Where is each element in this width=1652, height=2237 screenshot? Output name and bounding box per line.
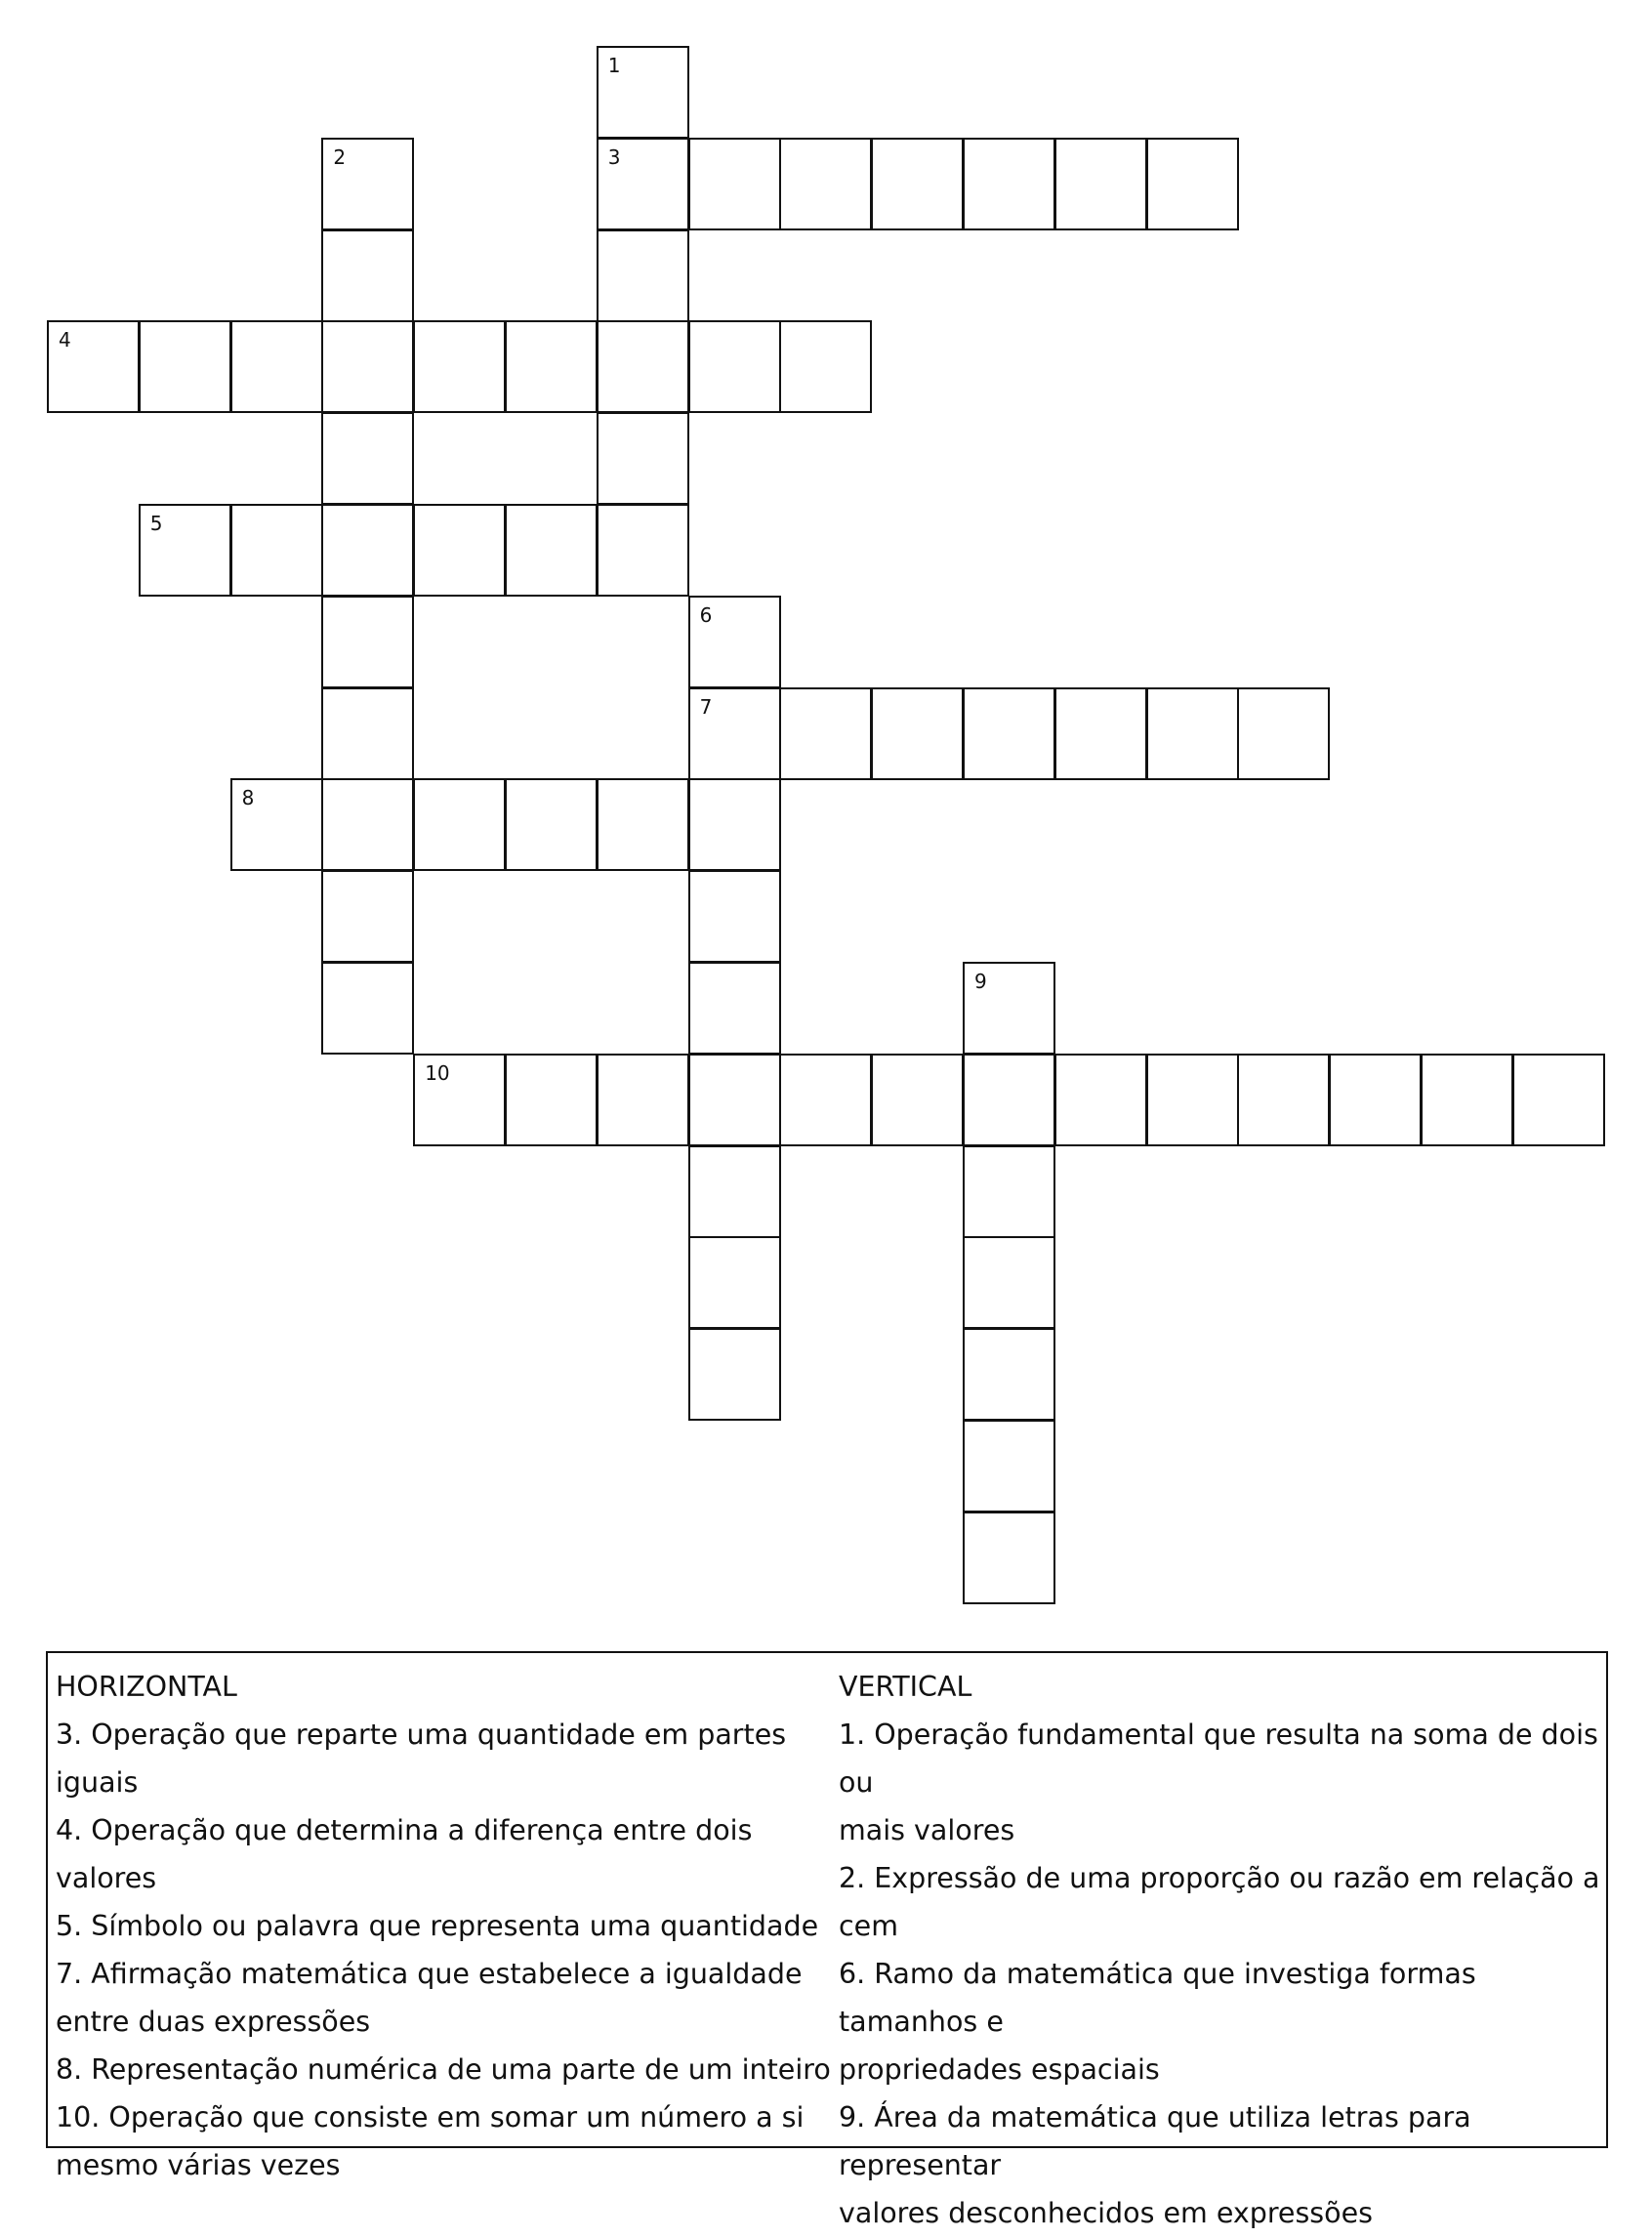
clue-number: 5: [149, 512, 163, 535]
crossword-cell[interactable]: [1054, 687, 1147, 780]
crossword-cell[interactable]: [688, 138, 781, 230]
crossword-cell[interactable]: [1054, 138, 1147, 230]
crossword-cell[interactable]: [779, 320, 872, 413]
crossword-cell[interactable]: [1237, 1054, 1330, 1146]
crossword-cell[interactable]: [963, 1512, 1055, 1604]
clue-number: 3: [607, 145, 621, 169]
crossword-cell[interactable]: [688, 1236, 781, 1329]
clue-line: cem: [839, 1910, 898, 1942]
clue-line: entre duas expressões: [56, 2006, 371, 2038]
crossword-cell[interactable]: [321, 778, 414, 871]
clue-line: 5. Símbolo ou palavra que representa uma quantidade: [56, 1910, 819, 1942]
crossword-cell[interactable]: [688, 870, 781, 963]
crossword-cell[interactable]: [321, 229, 414, 322]
crossword-cell[interactable]: [779, 687, 872, 780]
crossword-cell[interactable]: [597, 320, 689, 413]
crossword-cell[interactable]: [139, 504, 231, 597]
clue-line: propriedades espaciais: [839, 2053, 1160, 2086]
vertical-heading: VERTICAL: [839, 1671, 972, 1703]
crossword-cell[interactable]: [1054, 1054, 1147, 1146]
crossword-cell[interactable]: [963, 1420, 1055, 1512]
crossword-cell[interactable]: [597, 46, 689, 139]
crossword-cell[interactable]: [963, 1328, 1055, 1421]
crossword-cell[interactable]: [963, 1236, 1055, 1329]
horizontal-clues: [56, 1663, 837, 2189]
crossword-cell[interactable]: [413, 504, 506, 597]
clue-line: 9. Área da matemática que utiliza letras para representar: [839, 2101, 1471, 2181]
crossword-cell[interactable]: [963, 138, 1055, 230]
crossword-cell[interactable]: [321, 138, 414, 230]
clue-line: valores desconhecidos em expressões: [839, 2197, 1373, 2229]
clue-line: 6. Ramo da matemática que investiga formas tamanhos e: [839, 1958, 1476, 2038]
clue-line: 8. Representação numérica de uma parte de um inteiro: [56, 2053, 831, 2086]
crossword-cell[interactable]: [963, 687, 1055, 780]
crossword-cell[interactable]: [1237, 687, 1330, 780]
clue-number: 2: [333, 145, 347, 169]
crossword-cell[interactable]: [688, 778, 781, 871]
crossword-cell[interactable]: [597, 138, 689, 230]
crossword-cell[interactable]: [413, 320, 506, 413]
crossword-cell[interactable]: [1146, 138, 1239, 230]
crossword-cell[interactable]: [963, 1145, 1055, 1238]
crossword-cell[interactable]: [688, 596, 781, 688]
crossword-cell[interactable]: [597, 778, 689, 871]
clue-number: 4: [59, 328, 71, 352]
crossword-cell[interactable]: [597, 1054, 689, 1146]
crossword-cell[interactable]: [688, 1145, 781, 1238]
crossword-cell[interactable]: [963, 1054, 1055, 1146]
clue-line: 2. Expressão de uma proporção ou razão em relação a: [839, 1862, 1600, 1894]
clue-line: 4. Operação que determina a diferença entre dois valores: [56, 1814, 753, 1894]
crossword-cell[interactable]: [688, 962, 781, 1055]
crossword-cell[interactable]: [505, 1054, 598, 1146]
crossword-cell[interactable]: [230, 778, 323, 871]
crossword-cell[interactable]: [963, 962, 1055, 1055]
clue-line: 10. Operação que consiste em somar um número a si: [56, 2101, 805, 2133]
crossword-cell[interactable]: [413, 1054, 506, 1146]
crossword-cell[interactable]: [597, 229, 689, 322]
crossword-cell[interactable]: [1146, 1054, 1239, 1146]
clue-number: 10: [425, 1060, 450, 1085]
clue-number: 7: [699, 694, 713, 719]
clue-number: 6: [699, 602, 713, 627]
crossword-cell[interactable]: [321, 962, 414, 1055]
clue-line: 7. Afirmação matemática que estabelece a igualdade: [56, 1958, 803, 1990]
crossword-cell[interactable]: [871, 138, 964, 230]
crossword-cell[interactable]: [688, 1328, 781, 1421]
crossword-cell[interactable]: [413, 778, 506, 871]
crossword-cell[interactable]: [47, 320, 140, 413]
vertical-clues: [839, 1663, 1600, 2237]
crossword-cell[interactable]: [779, 138, 872, 230]
crossword-cell[interactable]: [1329, 1054, 1422, 1146]
clues-box: [46, 1651, 1608, 2229]
clue-number: 1: [607, 54, 621, 77]
crossword-cell[interactable]: [321, 687, 414, 780]
crossword-cell[interactable]: [1512, 1054, 1605, 1146]
crossword-cell[interactable]: [597, 504, 689, 597]
clue-line: 1. Operação fundamental que resulta na soma de dois ou: [839, 1719, 1598, 1799]
clue-number: 8: [241, 786, 255, 810]
clue-number: 9: [974, 970, 987, 993]
crossword-cell[interactable]: [688, 1054, 781, 1146]
clue-line: mesmo várias vezes: [56, 2149, 341, 2181]
crossword-cell[interactable]: [505, 778, 598, 871]
crossword-cell[interactable]: [230, 504, 323, 597]
crossword-cell[interactable]: [1421, 1054, 1513, 1146]
crossword-cell[interactable]: [688, 320, 781, 413]
crossword-cell[interactable]: [1146, 687, 1239, 780]
crossword-cell[interactable]: [321, 504, 414, 597]
crossword-cell[interactable]: [230, 320, 323, 413]
crossword-cell[interactable]: [321, 596, 414, 688]
crossword-cell[interactable]: [688, 687, 781, 780]
crossword-cell[interactable]: [505, 320, 598, 413]
crossword-cell[interactable]: [779, 1054, 872, 1146]
crossword-cell[interactable]: [321, 870, 414, 963]
crossword-cell[interactable]: [871, 1054, 964, 1146]
crossword-cell[interactable]: [871, 687, 964, 780]
horizontal-heading: HORIZONTAL: [56, 1671, 237, 1703]
crossword-cell[interactable]: [321, 412, 414, 505]
crossword-cell[interactable]: [597, 412, 689, 505]
crossword-cell[interactable]: [505, 504, 598, 597]
crossword-cell[interactable]: [321, 320, 414, 413]
crossword-cell[interactable]: [139, 320, 231, 413]
clue-line: mais valores: [839, 1814, 1015, 1846]
clue-line: 3. Operação que reparte uma quantidade em partes iguais: [56, 1719, 787, 1799]
